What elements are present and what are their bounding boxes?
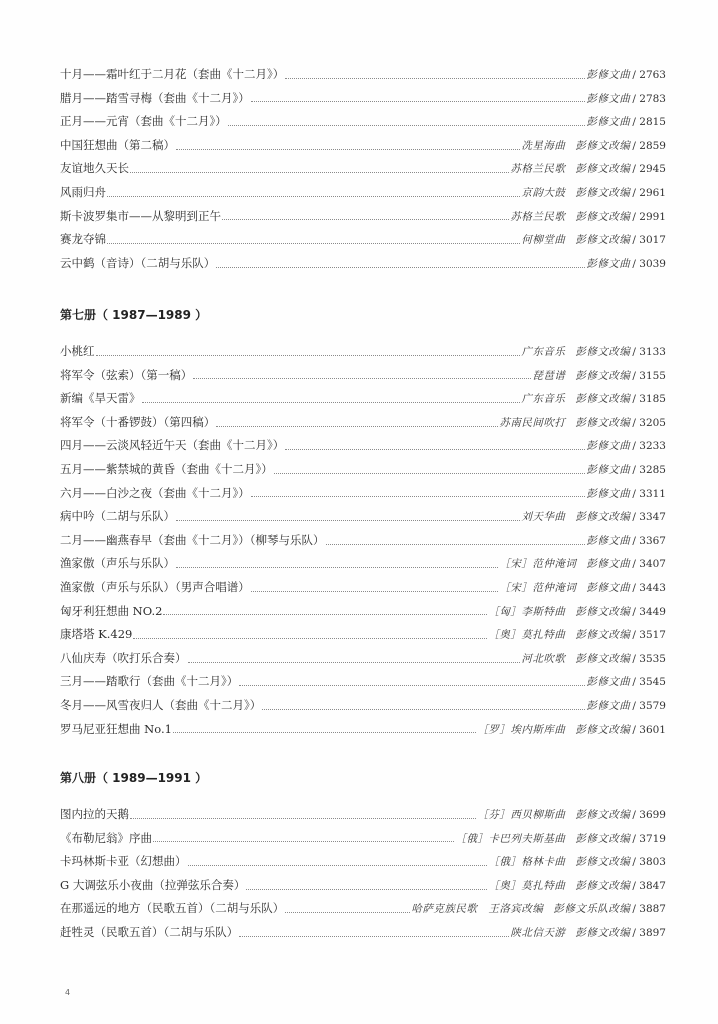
entry-title: 图内拉的天鹅 xyxy=(60,807,129,821)
entry-credit: 彭修文改编 xyxy=(575,234,631,247)
entry-page-number: / 3017 xyxy=(632,234,666,247)
entry-page-number: / 3579 xyxy=(632,699,666,712)
toc-entry[interactable] xyxy=(60,718,666,742)
dot-leader xyxy=(153,840,454,842)
dot-leader xyxy=(285,448,585,450)
entry-title: 渔家傲（声乐与乐队） xyxy=(60,556,175,571)
toc-entry[interactable] xyxy=(60,134,666,158)
entry-title: 赶牲灵（民歌五首）（二胡与乐队） xyxy=(60,924,239,939)
entry-credit: 彭修文改编 xyxy=(575,926,631,939)
toc-entry[interactable] xyxy=(60,63,666,87)
entry-credit: 彭修文曲 xyxy=(586,676,631,689)
dot-leader xyxy=(251,495,586,497)
dot-leader xyxy=(163,613,487,615)
entry-title: 腊月——踏雪寻梅（套曲《十二月》） xyxy=(60,90,250,105)
toc-entry[interactable] xyxy=(60,850,666,874)
toc-entry[interactable] xyxy=(60,252,666,276)
dot-leader xyxy=(130,171,509,173)
entry-source: 哈萨克族民歌 王洛宾改编 xyxy=(411,903,544,916)
entry-source: ［俄］格林卡曲 xyxy=(488,856,566,869)
toc-entry[interactable] xyxy=(60,364,666,388)
dot-leader xyxy=(251,590,499,592)
entry-title: 新编《旱天雷》 xyxy=(60,391,141,406)
entry-page-number: / 3601 xyxy=(632,723,666,736)
dot-leader xyxy=(107,195,520,197)
dot-leader xyxy=(176,566,498,568)
toc-entry[interactable] xyxy=(60,181,666,205)
entry-title: 八仙庆寿（吹打乐合奏） xyxy=(60,650,187,665)
entry-credit: 彭修文改编 xyxy=(575,511,631,524)
entry-title: 二月——幽燕春早（套曲《十二月》）（柳琴与乐队） xyxy=(60,532,325,547)
entry-credit: 彭修文曲 xyxy=(586,257,631,270)
dot-leader xyxy=(246,888,487,890)
entry-title: 斯卡波罗集市——从黎明到正午 xyxy=(60,208,221,223)
toc-entry[interactable] xyxy=(60,458,666,482)
entry-source: 苏格兰民歌 xyxy=(510,163,566,176)
entry-credit: 彭修文曲 xyxy=(586,92,631,105)
entry-title: 小桃红 xyxy=(60,344,95,358)
entry-source: ［俄］卡巴列夫斯基曲 xyxy=(455,832,566,845)
dot-leader xyxy=(173,731,476,733)
dot-leader xyxy=(251,100,586,102)
entry-title: 卡玛林斯卡亚（幻想曲） xyxy=(60,854,187,869)
entry-page-number: / 2859 xyxy=(632,139,666,152)
entry-title: 病中吟（二胡与乐队） xyxy=(60,509,175,524)
dot-leader xyxy=(285,77,585,79)
toc-entry[interactable] xyxy=(60,411,666,435)
dot-leader xyxy=(130,817,476,819)
entry-credit: 彭修文改编 xyxy=(575,879,631,892)
toc-entry[interactable] xyxy=(60,623,666,647)
dot-leader xyxy=(326,543,586,545)
entry-page-number: / 3699 xyxy=(632,809,666,821)
entry-page-number: / 3185 xyxy=(632,393,666,406)
toc-entry[interactable] xyxy=(60,647,666,671)
entry-title: 云中鹤（音诗）（二胡与乐队） xyxy=(60,255,216,270)
entry-credit: 彭修文改编 xyxy=(575,652,631,665)
entry-title: 将军令（十番锣鼓）（第四稿） xyxy=(60,414,216,429)
entry-page-number: / 3407 xyxy=(632,558,666,571)
toc-entry[interactable] xyxy=(60,110,666,134)
entry-source: ［奥］莫扎特曲 xyxy=(488,629,566,642)
toc-entry[interactable] xyxy=(60,803,666,827)
entry-source: 苏南民间吹打 xyxy=(499,416,566,429)
entry-source: 琵琶谱 xyxy=(532,369,566,382)
entry-source: 河北吹歌 xyxy=(521,652,566,665)
entry-title: 四月——云淡风轻近午天（套曲《十二月》） xyxy=(60,438,285,453)
entry-title: 中国狂想曲（第二稿） xyxy=(60,137,175,152)
entry-title: 友谊地久天长 xyxy=(60,161,129,176)
entry-title: 冬月——风雪夜归人（套曲《十二月》） xyxy=(60,697,262,712)
entry-credit: 彭修文改编 xyxy=(575,605,631,618)
toc-entry[interactable] xyxy=(60,205,666,229)
entry-page-number: / 3545 xyxy=(632,676,666,689)
entry-title: 在那遥远的地方（民歌五首）（二胡与乐队） xyxy=(60,901,285,916)
entry-page-number: / 2763 xyxy=(632,69,666,81)
toc-entry[interactable] xyxy=(60,482,666,506)
dot-leader xyxy=(176,519,520,521)
toc-entry[interactable] xyxy=(60,340,666,364)
entry-credit: 彭修文改编 xyxy=(575,369,631,382)
toc-entry[interactable] xyxy=(60,576,666,600)
entry-source: 广东音乐 xyxy=(521,346,566,358)
entry-source: 陕北信天游 xyxy=(510,926,566,939)
entry-credit: 彭修文改编 xyxy=(575,832,631,845)
toc-section-continued xyxy=(60,63,666,275)
dot-leader xyxy=(222,218,509,220)
entry-page-number: / 3233 xyxy=(632,440,666,453)
entry-title: 正月——元宵（套曲《十二月》） xyxy=(60,114,227,129)
toc-section-volume-7 xyxy=(60,340,666,741)
entry-title: 康塔塔 K.429 xyxy=(60,627,133,642)
entry-source: ［罗］埃内斯库曲 xyxy=(477,723,566,736)
entry-title: 罗马尼亚狂想曲 No.1 xyxy=(60,721,172,736)
entry-page-number: / 3311 xyxy=(632,487,666,500)
entry-title: G 大调弦乐小夜曲（拉弹弦乐合奏） xyxy=(60,877,246,892)
entry-page-number: / 3535 xyxy=(632,652,666,665)
entry-credit: 彭修文改编 xyxy=(575,809,631,821)
entry-source: 冼星海曲 xyxy=(521,139,566,152)
entry-title: 匈牙利狂想曲 NO.2 xyxy=(60,603,163,618)
entry-credit: 彭修文曲 xyxy=(586,699,631,712)
entry-title: 赛龙夺锦 xyxy=(60,232,106,247)
dot-leader xyxy=(188,661,521,663)
entry-title: 渔家傲（声乐与乐队）（男声合唱谱） xyxy=(60,579,250,594)
entry-source: ［匈］李斯特曲 xyxy=(488,605,566,618)
entry-credit: 彭修文曲 xyxy=(586,558,631,571)
entry-source: 苏格兰民歌 xyxy=(510,210,566,223)
entry-title: 三月——踏歌行（套曲《十二月》） xyxy=(60,674,239,689)
toc-entry[interactable] xyxy=(60,874,666,898)
toc-entry[interactable] xyxy=(60,228,666,252)
entry-page-number: / 3887 xyxy=(632,903,666,916)
dot-leader xyxy=(188,864,488,866)
toc-entry[interactable] xyxy=(60,827,666,851)
dot-leader xyxy=(285,911,410,913)
entry-page-number: / 2991 xyxy=(632,210,666,223)
entry-source: ［宋］范仲淹词 xyxy=(499,558,577,571)
entry-credit: 彭修文曲 xyxy=(586,463,631,476)
entry-credit: 彭修文曲 xyxy=(586,487,631,500)
entry-title: 十月——霜叶红于二月花（套曲《十二月》） xyxy=(60,67,285,81)
dot-leader xyxy=(107,242,520,244)
dot-leader xyxy=(142,401,521,403)
toc-entry[interactable] xyxy=(60,387,666,411)
entry-credit: 彭修文改编 xyxy=(575,856,631,869)
entry-title: 五月——紫禁城的黄昏（套曲《十二月》） xyxy=(60,461,273,476)
entry-page-number: / 3443 xyxy=(632,581,666,594)
toc-entry[interactable] xyxy=(60,694,666,718)
entry-source: 何柳堂曲 xyxy=(521,234,566,247)
entry-credit: 彭修文改编 xyxy=(575,186,631,199)
entry-credit: 彭修文改编 xyxy=(575,723,631,736)
toc-entry[interactable] xyxy=(60,157,666,181)
dot-leader xyxy=(193,377,531,379)
toc-entry[interactable] xyxy=(60,600,666,624)
entry-page-number: / 3449 xyxy=(632,605,666,618)
entry-title: 风雨归舟 xyxy=(60,184,106,199)
toc-section-volume-8 xyxy=(60,803,666,945)
entry-source: 广东音乐 xyxy=(521,393,566,406)
entry-source: 刘天华曲 xyxy=(521,511,566,524)
entry-credit: 彭修文改编 xyxy=(575,393,631,406)
section-heading-volume-8: 第八册（ 1989—1991 ） xyxy=(60,771,208,785)
toc-entry[interactable] xyxy=(60,87,666,111)
dot-leader xyxy=(176,148,520,150)
entry-page-number: / 2783 xyxy=(632,92,666,105)
entry-page-number: / 3285 xyxy=(632,463,666,476)
entry-source: ［宋］范仲淹词 xyxy=(499,581,577,594)
entry-page-number: / 3897 xyxy=(632,926,666,939)
entry-credit: 彭修文曲 xyxy=(586,116,631,129)
toc-entry[interactable] xyxy=(60,529,666,553)
dot-leader xyxy=(216,425,498,427)
entry-page-number: / 2945 xyxy=(632,163,666,176)
entry-page-number: / 3719 xyxy=(632,832,666,845)
dot-leader xyxy=(274,472,586,474)
entry-credit: 彭修文改编 xyxy=(575,346,631,358)
entry-credit: 彭修文曲 xyxy=(586,69,631,81)
entry-page-number: / 2961 xyxy=(632,186,666,199)
dot-leader xyxy=(228,124,586,126)
dot-leader xyxy=(262,708,585,710)
entry-title: 六月——白沙之夜（套曲《十二月》） xyxy=(60,485,250,500)
toc-entry[interactable] xyxy=(60,552,666,576)
entry-credit: 彭修文曲 xyxy=(586,581,631,594)
toc-entry[interactable] xyxy=(60,434,666,458)
entry-page-number: / 3847 xyxy=(632,879,666,892)
entry-title: 将军令（弦索）（第一稿） xyxy=(60,367,193,382)
section-heading-volume-7: 第七册（ 1987—1989 ） xyxy=(60,308,208,322)
entry-page-number: / 3133 xyxy=(632,346,666,358)
entry-page-number: / 3367 xyxy=(632,534,666,547)
toc-entry[interactable] xyxy=(60,505,666,529)
dot-leader xyxy=(133,637,487,639)
entry-source: ［芬］西贝柳斯曲 xyxy=(477,809,566,821)
entry-credit: 彭修文改编 xyxy=(575,416,631,429)
entry-credit: 彭修文改编 xyxy=(575,210,631,223)
entry-source: 京韵大鼓 xyxy=(521,186,566,199)
entry-page-number: / 3039 xyxy=(632,257,666,270)
entry-page-number: / 3205 xyxy=(632,416,666,429)
page-number: 4 xyxy=(65,988,71,997)
entry-page-number: / 3803 xyxy=(632,856,666,869)
toc-entry[interactable] xyxy=(60,670,666,694)
entry-credit: 彭修文改编 xyxy=(575,139,631,152)
entry-page-number: / 3347 xyxy=(632,511,666,524)
toc-entry[interactable] xyxy=(60,897,666,921)
dot-leader xyxy=(239,935,509,937)
entry-credit: 彭修文改编 xyxy=(575,163,631,176)
toc-entry[interactable] xyxy=(60,921,666,945)
entry-credit: 彭修文曲 xyxy=(586,534,631,547)
entry-page-number: / 2815 xyxy=(632,116,666,129)
entry-page-number: / 3517 xyxy=(632,629,666,642)
entry-page-number: / 3155 xyxy=(632,369,666,382)
dot-leader xyxy=(216,266,585,268)
dot-leader xyxy=(96,354,521,356)
entry-title: 《布勒尼翁》序曲 xyxy=(60,830,152,845)
entry-source: ［奥］莫扎特曲 xyxy=(488,879,566,892)
entry-credit: 彭修文曲 xyxy=(586,440,631,453)
entry-credit: 彭修文改编 xyxy=(575,629,631,642)
entry-credit: 彭修文乐队改编 xyxy=(553,903,631,916)
dot-leader xyxy=(239,684,585,686)
